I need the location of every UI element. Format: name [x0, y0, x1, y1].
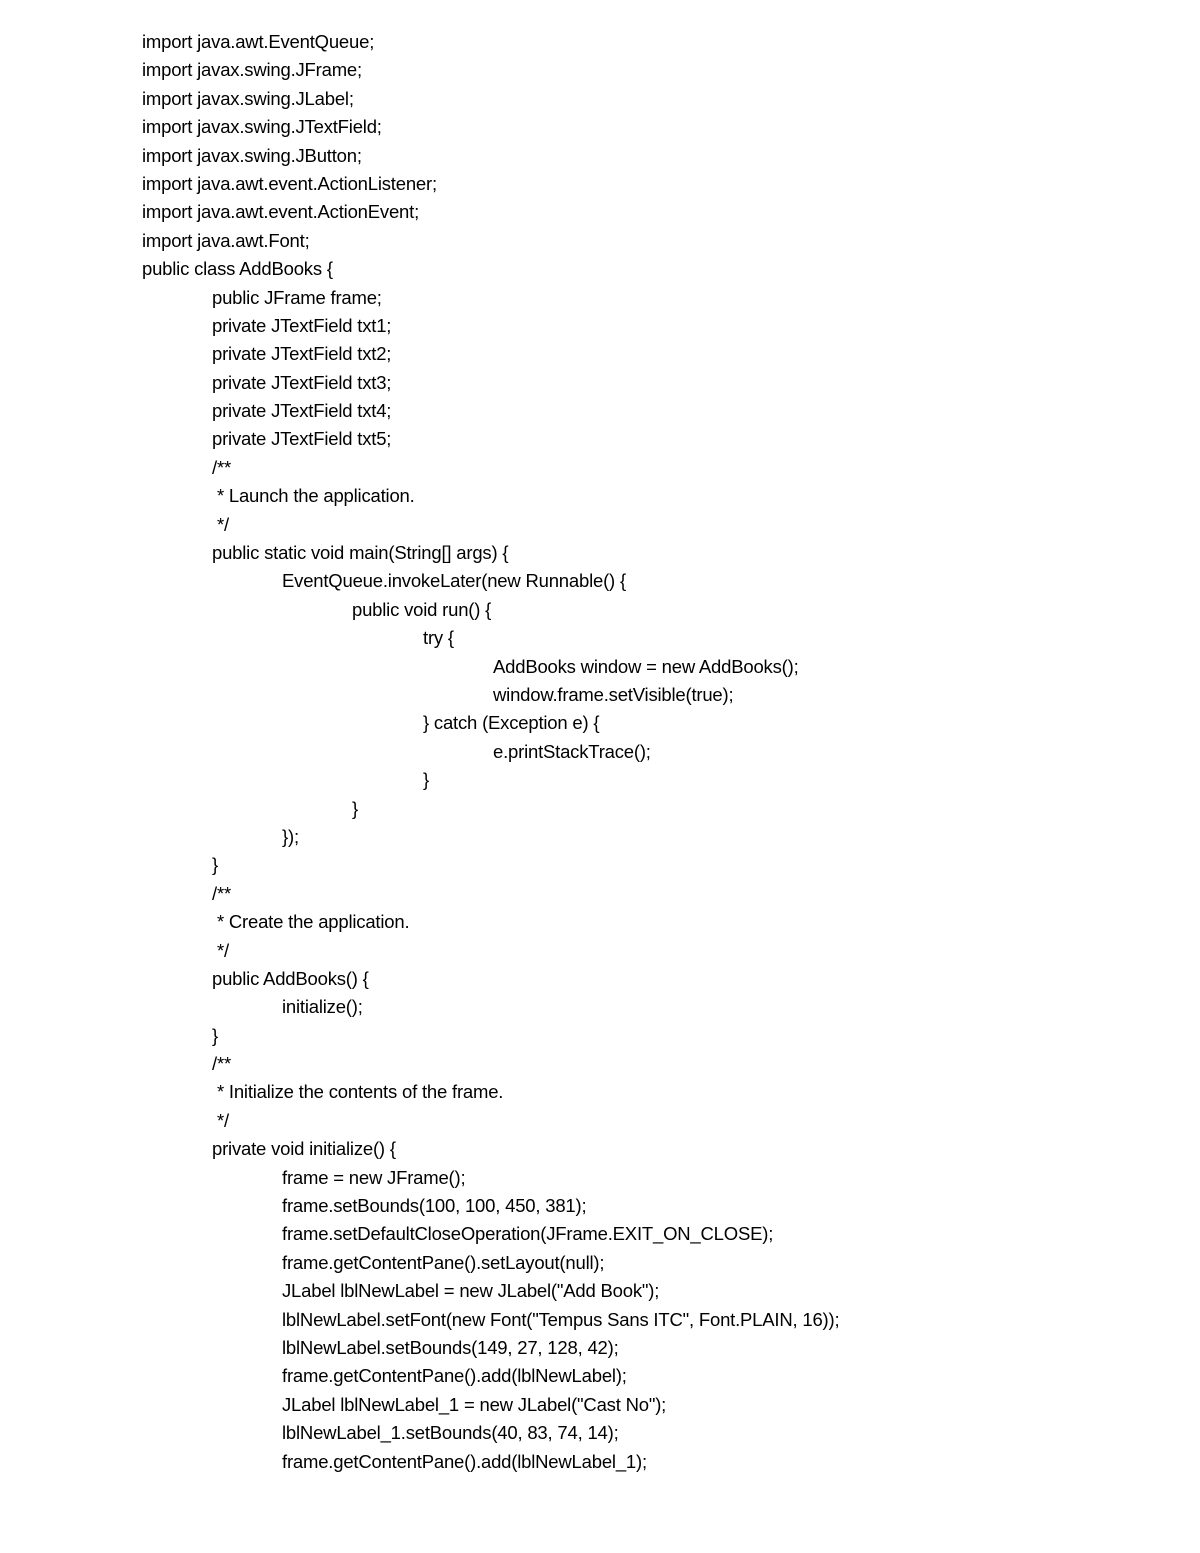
code-line: });: [282, 825, 299, 847]
code-line: frame.setBounds(100, 100, 450, 381);: [282, 1195, 587, 1217]
code-line: lblNewLabel.setFont(new Font("Tempus Sans ITC", Font.PLAIN, 16));: [282, 1308, 840, 1330]
code-line: window.frame.setVisible(true);: [493, 683, 734, 705]
code-line: AddBooks window = new AddBooks();: [493, 655, 799, 677]
code-line: private JTextField txt3;: [212, 371, 392, 393]
code-listing: [142, 28, 839, 1476]
code-line: JLabel lblNewLabel_1 = new JLabel("Cast No");: [282, 1393, 667, 1415]
code-line: * Initialize the contents of the frame.: [212, 1081, 504, 1103]
code-line: */: [212, 513, 229, 535]
code-line: /**: [212, 882, 231, 904]
code-line: EventQueue.invokeLater(new Runnable() {: [282, 570, 626, 592]
code-line: public class AddBooks {: [142, 258, 333, 280]
code-line: private JTextField txt2;: [212, 343, 392, 365]
code-line: }: [212, 854, 218, 876]
code-line: import java.awt.event.ActionListener;: [142, 172, 437, 194]
code-line: }: [423, 769, 429, 791]
code-line: */: [212, 1109, 229, 1131]
code-line: import javax.swing.JTextField;: [142, 116, 382, 138]
code-line: private JTextField txt4;: [212, 400, 392, 422]
code-line: frame.setDefaultCloseOperation(JFrame.EXIT_ON_CLOSE);: [282, 1223, 774, 1245]
code-line: lblNewLabel_1.setBounds(40, 83, 74, 14);: [282, 1422, 619, 1444]
code-line: frame.getContentPane().add(lblNewLabel);: [282, 1365, 627, 1387]
code-line: /**: [212, 456, 231, 478]
code-line: frame.getContentPane().add(lblNewLabel_1);: [282, 1450, 647, 1472]
code-line: import javax.swing.JFrame;: [142, 59, 362, 81]
code-line: /**: [212, 1053, 231, 1075]
code-line: public static void main(String[] args) {: [212, 542, 509, 564]
code-line: import javax.swing.JButton;: [142, 144, 362, 166]
code-line: public JFrame frame;: [212, 286, 382, 308]
code-line: }: [352, 797, 358, 819]
code-line: */: [212, 939, 229, 961]
code-line: import java.awt.Font;: [142, 229, 310, 251]
code-line: lblNewLabel.setBounds(149, 27, 128, 42);: [282, 1336, 619, 1358]
code-line: public void run() {: [352, 598, 492, 620]
code-line: import javax.swing.JLabel;: [142, 87, 354, 109]
code-line: initialize();: [282, 996, 363, 1018]
code-line: * Launch the application.: [212, 485, 415, 507]
code-line: } catch (Exception e) {: [423, 712, 600, 734]
code-line: }: [212, 1024, 218, 1046]
code-line: frame.getContentPane().setLayout(null);: [282, 1251, 605, 1273]
code-line: import java.awt.EventQueue;: [142, 31, 375, 52]
code-line: public AddBooks() {: [212, 967, 369, 989]
code-line: e.printStackTrace();: [493, 740, 651, 762]
code-line: private JTextField txt5;: [212, 428, 392, 450]
code-line: JLabel lblNewLabel = new JLabel("Add Book");: [282, 1280, 660, 1302]
code-line: frame = new JFrame();: [282, 1166, 466, 1188]
code-line: private JTextField txt1;: [212, 314, 392, 336]
code-line: import java.awt.event.ActionEvent;: [142, 201, 420, 223]
code-line: try {: [423, 627, 454, 649]
code-line: * Create the application.: [212, 911, 410, 933]
code-line: private void initialize() {: [212, 1138, 396, 1160]
